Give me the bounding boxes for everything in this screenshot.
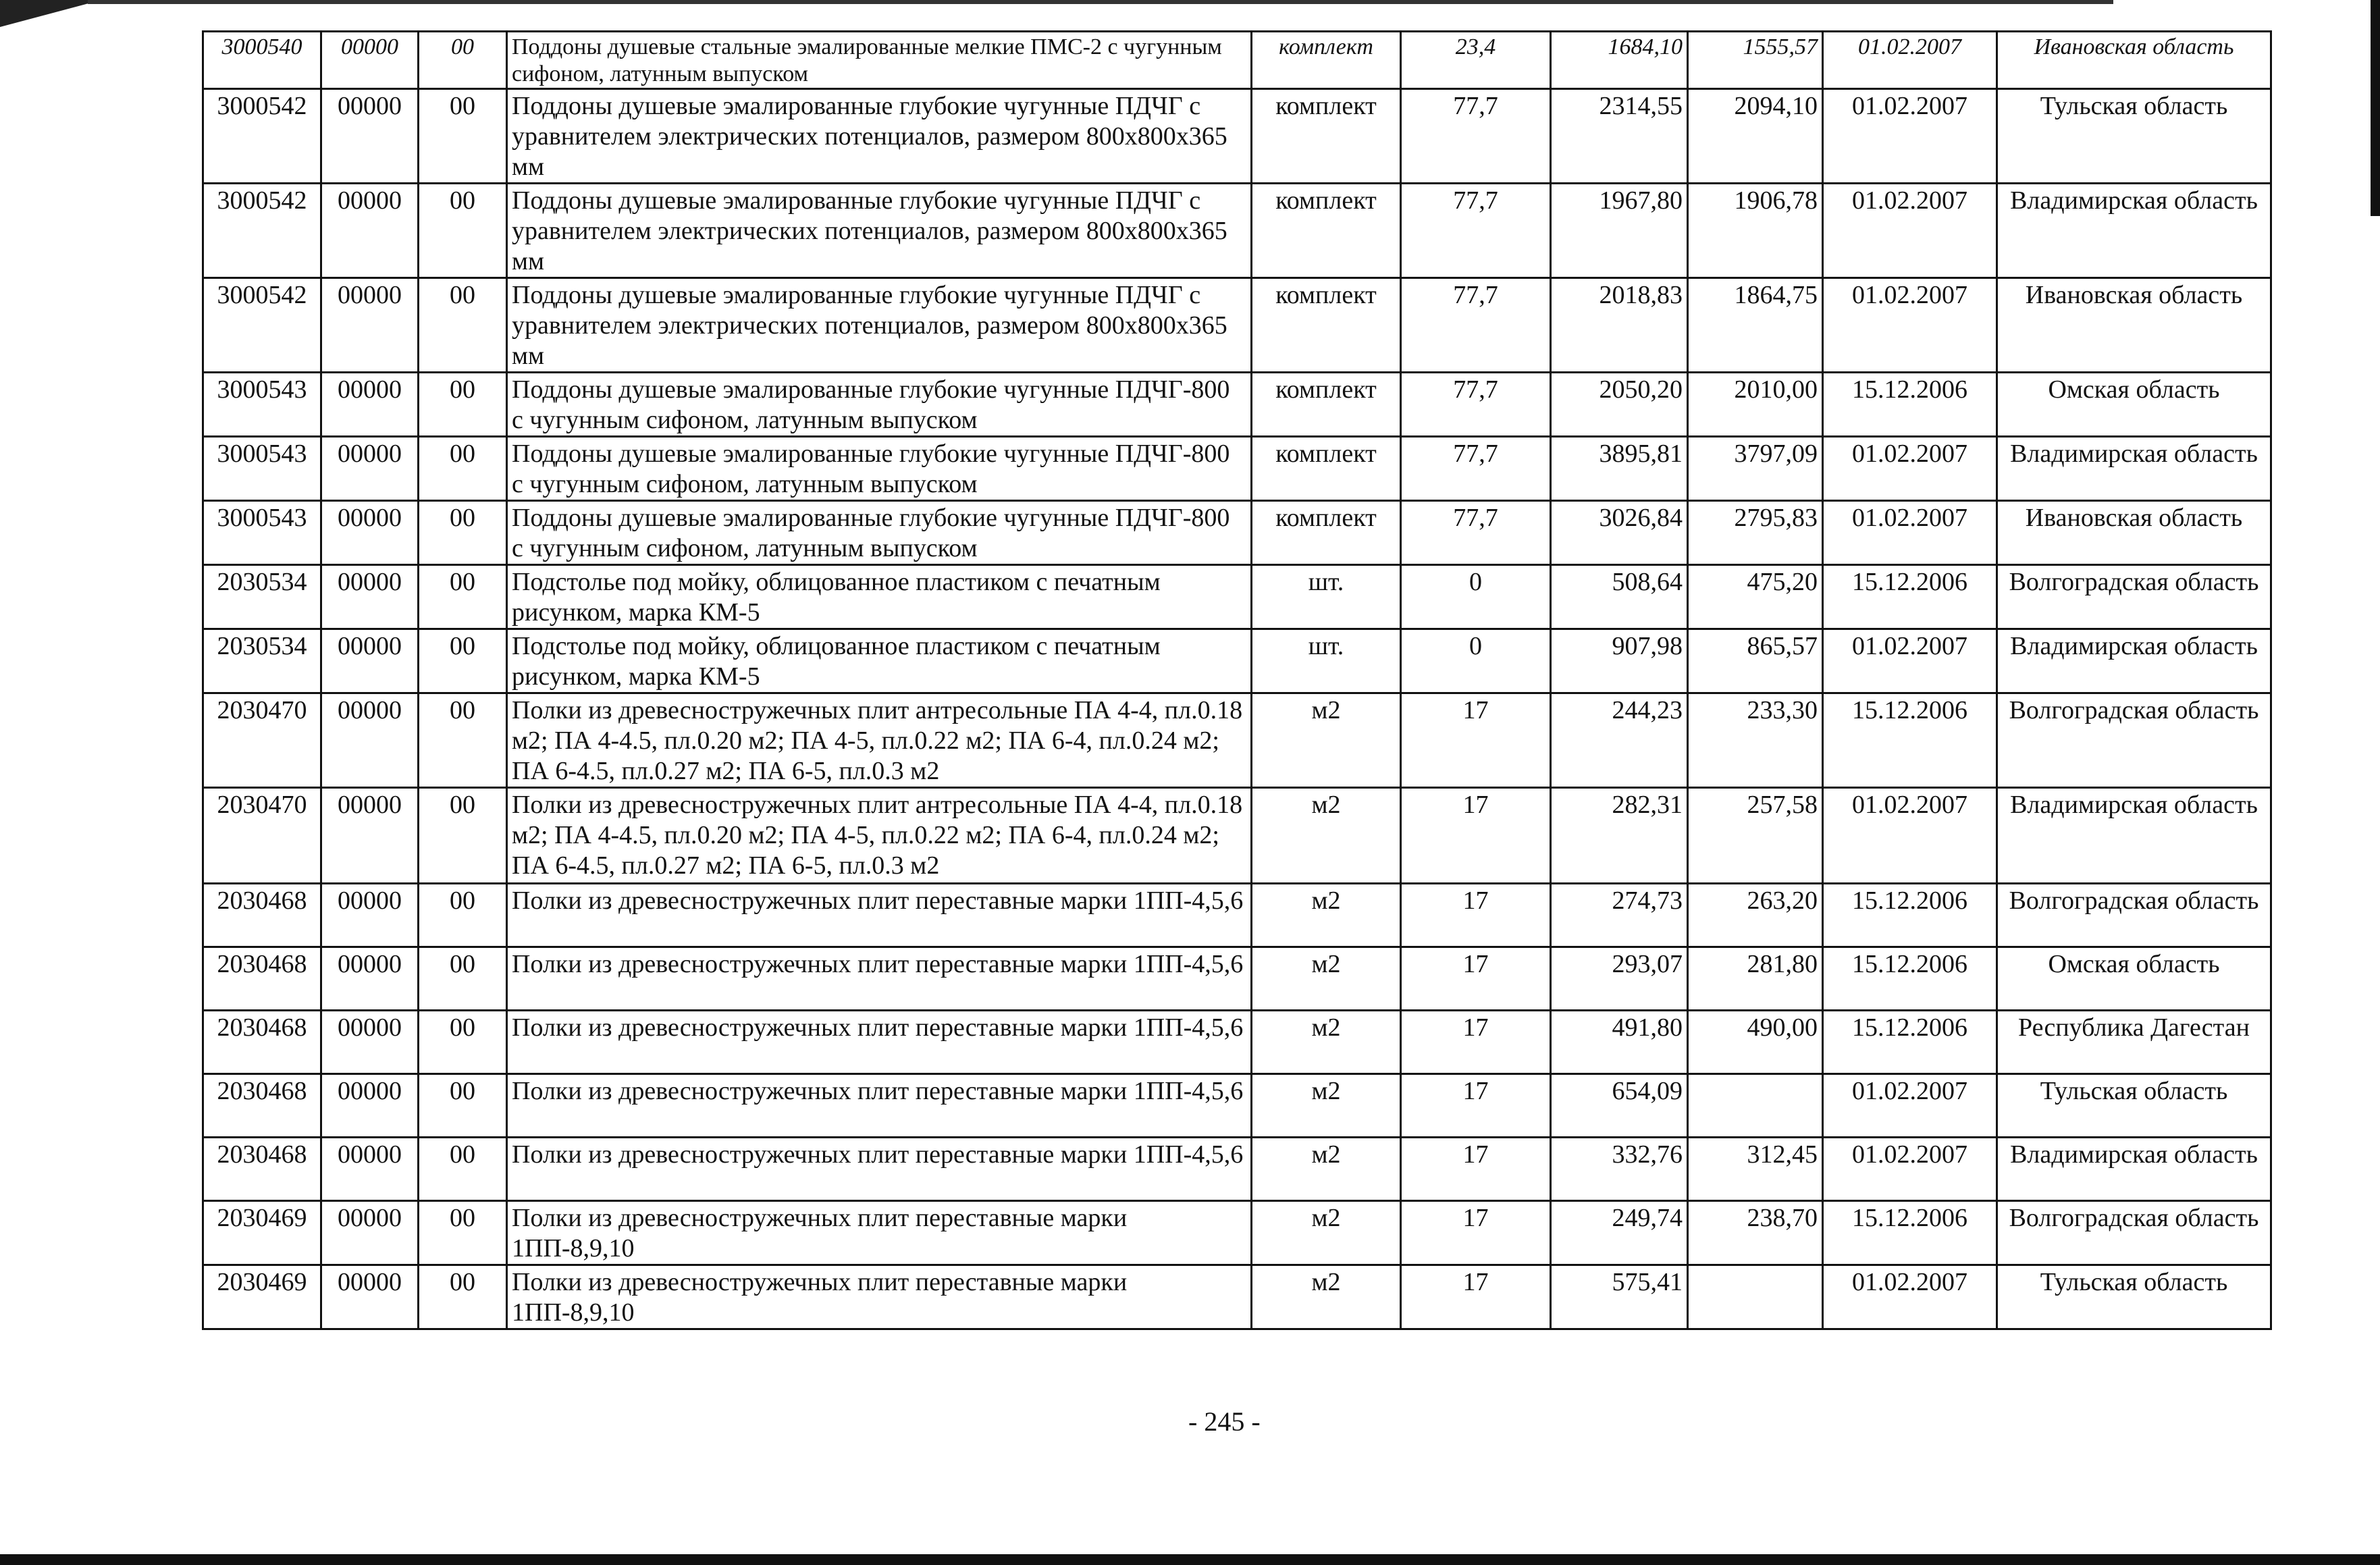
price2-cell: 1906,78 xyxy=(1688,184,1823,278)
code-cell: 2030469 xyxy=(203,1265,321,1329)
price1-cell: 2314,55 xyxy=(1551,89,1688,184)
table-row xyxy=(203,1074,2271,1138)
date-cell: 01.02.2007 xyxy=(1823,788,1997,884)
subcode-cell: 00000 xyxy=(321,1011,419,1074)
table-row xyxy=(203,278,2271,373)
date-cell: 01.02.2007 xyxy=(1823,184,1997,278)
description-cell: Поддоны душевые эмалированные глубокие чугунные ПДЧГ-800 с чугунным сифоном, латунным выпуском xyxy=(507,437,1252,501)
code-cell: 3000542 xyxy=(203,89,321,184)
date-cell: 01.02.2007 xyxy=(1823,32,1997,89)
code-cell: 2030470 xyxy=(203,693,321,788)
price1-cell: 244,23 xyxy=(1551,693,1688,788)
price2-cell: 233,30 xyxy=(1688,693,1823,788)
price2-cell: 3797,09 xyxy=(1688,437,1823,501)
price2-cell: 865,57 xyxy=(1688,629,1823,693)
unit-cell: комплект xyxy=(1252,32,1401,89)
unit-cell: м2 xyxy=(1252,884,1401,947)
description-cell: Подстолье под мойку, облицованное пластиком с печатным рисунком, марка КМ-5 xyxy=(507,629,1252,693)
price1-cell: 2050,20 xyxy=(1551,373,1688,437)
scan-right-edge xyxy=(2371,0,2380,216)
unit-cell: комплект xyxy=(1252,501,1401,565)
table-row xyxy=(203,89,2271,184)
price1-cell: 2018,83 xyxy=(1551,278,1688,373)
date-cell: 01.02.2007 xyxy=(1823,501,1997,565)
unit-cell: шт. xyxy=(1252,565,1401,629)
price2-cell: 2795,83 xyxy=(1688,501,1823,565)
n-cell: 00 xyxy=(419,89,507,184)
description-cell: Поддоны душевые эмалированные глубокие чугунные ПДЧГ с уравнителем электрических потенциалов, размером 800x800x365 мм xyxy=(507,184,1252,278)
n-cell: 00 xyxy=(419,437,507,501)
table-row xyxy=(203,884,2271,947)
qty-cell: 17 xyxy=(1401,1074,1551,1138)
price1-cell: 491,80 xyxy=(1551,1011,1688,1074)
n-cell: 00 xyxy=(419,693,507,788)
qty-cell: 0 xyxy=(1401,629,1551,693)
region-cell: Владимирская область xyxy=(1997,184,2271,278)
qty-cell: 77,7 xyxy=(1401,184,1551,278)
qty-cell: 77,7 xyxy=(1401,278,1551,373)
price1-cell: 332,76 xyxy=(1551,1138,1688,1201)
price2-cell: 263,20 xyxy=(1688,884,1823,947)
subcode-cell: 00000 xyxy=(321,89,419,184)
code-cell: 2030469 xyxy=(203,1201,321,1265)
price1-cell: 3895,81 xyxy=(1551,437,1688,501)
code-cell: 2030534 xyxy=(203,565,321,629)
subcode-cell: 00000 xyxy=(321,501,419,565)
unit-cell: м2 xyxy=(1252,1011,1401,1074)
table-row xyxy=(203,693,2271,788)
qty-cell: 17 xyxy=(1401,1265,1551,1329)
region-cell: Волгоградская область xyxy=(1997,693,2271,788)
qty-cell: 77,7 xyxy=(1401,437,1551,501)
price2-cell xyxy=(1688,1265,1823,1329)
price1-cell: 249,74 xyxy=(1551,1201,1688,1265)
qty-cell: 17 xyxy=(1401,788,1551,884)
subcode-cell: 00000 xyxy=(321,693,419,788)
unit-cell: м2 xyxy=(1252,1201,1401,1265)
price2-cell: 238,70 xyxy=(1688,1201,1823,1265)
qty-cell: 77,7 xyxy=(1401,501,1551,565)
region-cell: Волгоградская область xyxy=(1997,884,2271,947)
subcode-cell: 00000 xyxy=(321,1265,419,1329)
description-cell: Полки из древесностружечных плит переставные марки 1ПП-4,5,6 xyxy=(507,884,1252,947)
price1-cell: 907,98 xyxy=(1551,629,1688,693)
n-cell: 00 xyxy=(419,947,507,1011)
unit-cell: м2 xyxy=(1252,788,1401,884)
qty-cell: 23,4 xyxy=(1401,32,1551,89)
subcode-cell: 00000 xyxy=(321,1201,419,1265)
price1-cell: 293,07 xyxy=(1551,947,1688,1011)
n-cell: 00 xyxy=(419,32,507,89)
unit-cell: шт. xyxy=(1252,629,1401,693)
table-row xyxy=(203,32,2271,89)
subcode-cell: 00000 xyxy=(321,565,419,629)
price1-cell: 1684,10 xyxy=(1551,32,1688,89)
subcode-cell: 00000 xyxy=(321,788,419,884)
price2-cell: 312,45 xyxy=(1688,1138,1823,1201)
qty-cell: 17 xyxy=(1401,1138,1551,1201)
region-cell: Ивановская область xyxy=(1997,501,2271,565)
region-cell: Омская область xyxy=(1997,947,2271,1011)
unit-cell: м2 xyxy=(1252,1265,1401,1329)
date-cell: 01.02.2007 xyxy=(1823,1265,1997,1329)
description-cell: Поддоны душевые эмалированные глубокие чугунные ПДЧГ-800 с чугунным сифоном, латунным выпуском xyxy=(507,501,1252,565)
description-cell: Полки из древесностружечных плит антресольные ПА 4-4, пл.0.18 м2; ПА 4-4.5, пл.0.20 м2; ПА 4-5, пл.0.22 м2; ПА 6-4, пл.0.24 м2; ПА 6-4.5, пл.0.27 м2; ПА 6-5, пл.0.3 м2 xyxy=(507,788,1252,884)
code-cell: 2030468 xyxy=(203,1074,321,1138)
unit-cell: м2 xyxy=(1252,1138,1401,1201)
description-cell: Полки из древесностружечных плит переставные марки 1ПП-4,5,6 xyxy=(507,1011,1252,1074)
code-cell: 3000542 xyxy=(203,184,321,278)
price2-cell: 2010,00 xyxy=(1688,373,1823,437)
unit-cell: м2 xyxy=(1252,1074,1401,1138)
qty-cell: 17 xyxy=(1401,947,1551,1011)
qty-cell: 17 xyxy=(1401,884,1551,947)
description-cell: Поддоны душевые эмалированные глубокие чугунные ПДЧГ-800 с чугунным сифоном, латунным выпуском xyxy=(507,373,1252,437)
n-cell: 00 xyxy=(419,184,507,278)
qty-cell: 77,7 xyxy=(1401,373,1551,437)
table-row xyxy=(203,437,2271,501)
table-row xyxy=(203,1265,2271,1329)
date-cell: 15.12.2006 xyxy=(1823,884,1997,947)
date-cell: 15.12.2006 xyxy=(1823,1011,1997,1074)
n-cell: 00 xyxy=(419,1011,507,1074)
date-cell: 01.02.2007 xyxy=(1823,89,1997,184)
date-cell: 15.12.2006 xyxy=(1823,947,1997,1011)
code-cell: 2030534 xyxy=(203,629,321,693)
region-cell: Владимирская область xyxy=(1997,1138,2271,1201)
code-cell: 3000543 xyxy=(203,501,321,565)
price-table xyxy=(202,30,2272,1330)
price1-cell: 1967,80 xyxy=(1551,184,1688,278)
unit-cell: комплект xyxy=(1252,278,1401,373)
code-cell: 2030468 xyxy=(203,884,321,947)
unit-cell: комплект xyxy=(1252,184,1401,278)
code-cell: 2030468 xyxy=(203,1138,321,1201)
subcode-cell: 00000 xyxy=(321,32,419,89)
region-cell: Тульская область xyxy=(1997,1265,2271,1329)
region-cell: Тульская область xyxy=(1997,89,2271,184)
date-cell: 15.12.2006 xyxy=(1823,693,1997,788)
n-cell: 00 xyxy=(419,501,507,565)
unit-cell: м2 xyxy=(1252,947,1401,1011)
date-cell: 15.12.2006 xyxy=(1823,1201,1997,1265)
n-cell: 00 xyxy=(419,629,507,693)
table-row xyxy=(203,373,2271,437)
price1-cell: 654,09 xyxy=(1551,1074,1688,1138)
date-cell: 15.12.2006 xyxy=(1823,373,1997,437)
price2-cell: 281,80 xyxy=(1688,947,1823,1011)
price1-cell: 274,73 xyxy=(1551,884,1688,947)
table-row xyxy=(203,1011,2271,1074)
region-cell: Владимирская область xyxy=(1997,437,2271,501)
unit-cell: комплект xyxy=(1252,437,1401,501)
qty-cell: 17 xyxy=(1401,693,1551,788)
table-row xyxy=(203,1201,2271,1265)
subcode-cell: 00000 xyxy=(321,947,419,1011)
subcode-cell: 00000 xyxy=(321,278,419,373)
table-row xyxy=(203,947,2271,1011)
scan-top-edge xyxy=(88,0,2113,4)
qty-cell: 77,7 xyxy=(1401,89,1551,184)
region-cell: Волгоградская область xyxy=(1997,1201,2271,1265)
region-cell: Владимирская область xyxy=(1997,788,2271,884)
description-cell: Полки из древесностружечных плит переставные марки 1ПП-4,5,6 xyxy=(507,1074,1252,1138)
code-cell: 3000542 xyxy=(203,278,321,373)
date-cell: 01.02.2007 xyxy=(1823,437,1997,501)
description-cell: Полки из древесностружечных плит переставные марки 1ПП-8,9,10 xyxy=(507,1265,1252,1329)
description-cell: Поддоны душевые эмалированные глубокие чугунные ПДЧГ с уравнителем электрических потенциалов, размером 800x800x365 мм xyxy=(507,278,1252,373)
region-cell: Волгоградская область xyxy=(1997,565,2271,629)
subcode-cell: 00000 xyxy=(321,373,419,437)
price1-cell: 282,31 xyxy=(1551,788,1688,884)
price2-cell: 475,20 xyxy=(1688,565,1823,629)
description-cell: Поддоны душевые эмалированные глубокие чугунные ПДЧГ с уравнителем электрических потенциалов, размером 800x800x365 мм xyxy=(507,89,1252,184)
code-cell: 3000540 xyxy=(203,32,321,89)
date-cell: 01.02.2007 xyxy=(1823,278,1997,373)
price2-cell: 490,00 xyxy=(1688,1011,1823,1074)
date-cell: 01.02.2007 xyxy=(1823,1138,1997,1201)
table-row xyxy=(203,184,2271,278)
subcode-cell: 00000 xyxy=(321,629,419,693)
price2-cell: 1864,75 xyxy=(1688,278,1823,373)
price2-cell xyxy=(1688,1074,1823,1138)
description-cell: Полки из древесностружечных плит переставные марки 1ПП-4,5,6 xyxy=(507,947,1252,1011)
unit-cell: комплект xyxy=(1252,373,1401,437)
date-cell: 15.12.2006 xyxy=(1823,565,1997,629)
page-number: - 245 - xyxy=(1188,1406,1261,1437)
qty-cell: 0 xyxy=(1401,565,1551,629)
unit-cell: комплект xyxy=(1252,89,1401,184)
n-cell: 00 xyxy=(419,1138,507,1201)
table-row xyxy=(203,565,2271,629)
n-cell: 00 xyxy=(419,1074,507,1138)
code-cell: 3000543 xyxy=(203,373,321,437)
n-cell: 00 xyxy=(419,1201,507,1265)
region-cell: Республика Дагестан xyxy=(1997,1011,2271,1074)
table-row xyxy=(203,1138,2271,1201)
date-cell: 01.02.2007 xyxy=(1823,629,1997,693)
price1-cell: 575,41 xyxy=(1551,1265,1688,1329)
price1-cell: 508,64 xyxy=(1551,565,1688,629)
table-row xyxy=(203,788,2271,884)
date-cell: 01.02.2007 xyxy=(1823,1074,1997,1138)
subcode-cell: 00000 xyxy=(321,1074,419,1138)
code-cell: 2030470 xyxy=(203,788,321,884)
region-cell: Владимирская область xyxy=(1997,629,2271,693)
scan-corner-shadow xyxy=(0,0,101,27)
n-cell: 00 xyxy=(419,884,507,947)
region-cell: Ивановская область xyxy=(1997,278,2271,373)
price2-cell: 1555,57 xyxy=(1688,32,1823,89)
table-row xyxy=(203,629,2271,693)
n-cell: 00 xyxy=(419,373,507,437)
n-cell: 00 xyxy=(419,565,507,629)
region-cell: Тульская область xyxy=(1997,1074,2271,1138)
description-cell: Полки из древесностружечных плит переставные марки 1ПП-4,5,6 xyxy=(507,1138,1252,1201)
subcode-cell: 00000 xyxy=(321,1138,419,1201)
description-cell: Подстолье под мойку, облицованное пластиком с печатным рисунком, марка КМ-5 xyxy=(507,565,1252,629)
description-cell: Поддоны душевые стальные эмалированные мелкие ПМС-2 с чугунным сифоном, латунным выпуском xyxy=(507,32,1252,89)
qty-cell: 17 xyxy=(1401,1011,1551,1074)
description-cell: Полки из древесностружечных плит антресольные ПА 4-4, пл.0.18 м2; ПА 4-4.5, пл.0.20 м2; ПА 4-5, пл.0.22 м2; ПА 6-4, пл.0.24 м2; ПА 6-4.5, пл.0.27 м2; ПА 6-5, пл.0.3 м2 xyxy=(507,693,1252,788)
unit-cell: м2 xyxy=(1252,693,1401,788)
subcode-cell: 00000 xyxy=(321,184,419,278)
code-cell: 2030468 xyxy=(203,947,321,1011)
code-cell: 2030468 xyxy=(203,1011,321,1074)
code-cell: 3000543 xyxy=(203,437,321,501)
subcode-cell: 00000 xyxy=(321,884,419,947)
scan-bottom-edge xyxy=(0,1554,2380,1565)
price2-cell: 2094,10 xyxy=(1688,89,1823,184)
price2-cell: 257,58 xyxy=(1688,788,1823,884)
region-cell: Омская область xyxy=(1997,373,2271,437)
n-cell: 00 xyxy=(419,1265,507,1329)
region-cell: Ивановская область xyxy=(1997,32,2271,89)
n-cell: 00 xyxy=(419,278,507,373)
qty-cell: 17 xyxy=(1401,1201,1551,1265)
table-row xyxy=(203,501,2271,565)
subcode-cell: 00000 xyxy=(321,437,419,501)
price1-cell: 3026,84 xyxy=(1551,501,1688,565)
description-cell: Полки из древесностружечных плит переставные марки 1ПП-8,9,10 xyxy=(507,1201,1252,1265)
n-cell: 00 xyxy=(419,788,507,884)
